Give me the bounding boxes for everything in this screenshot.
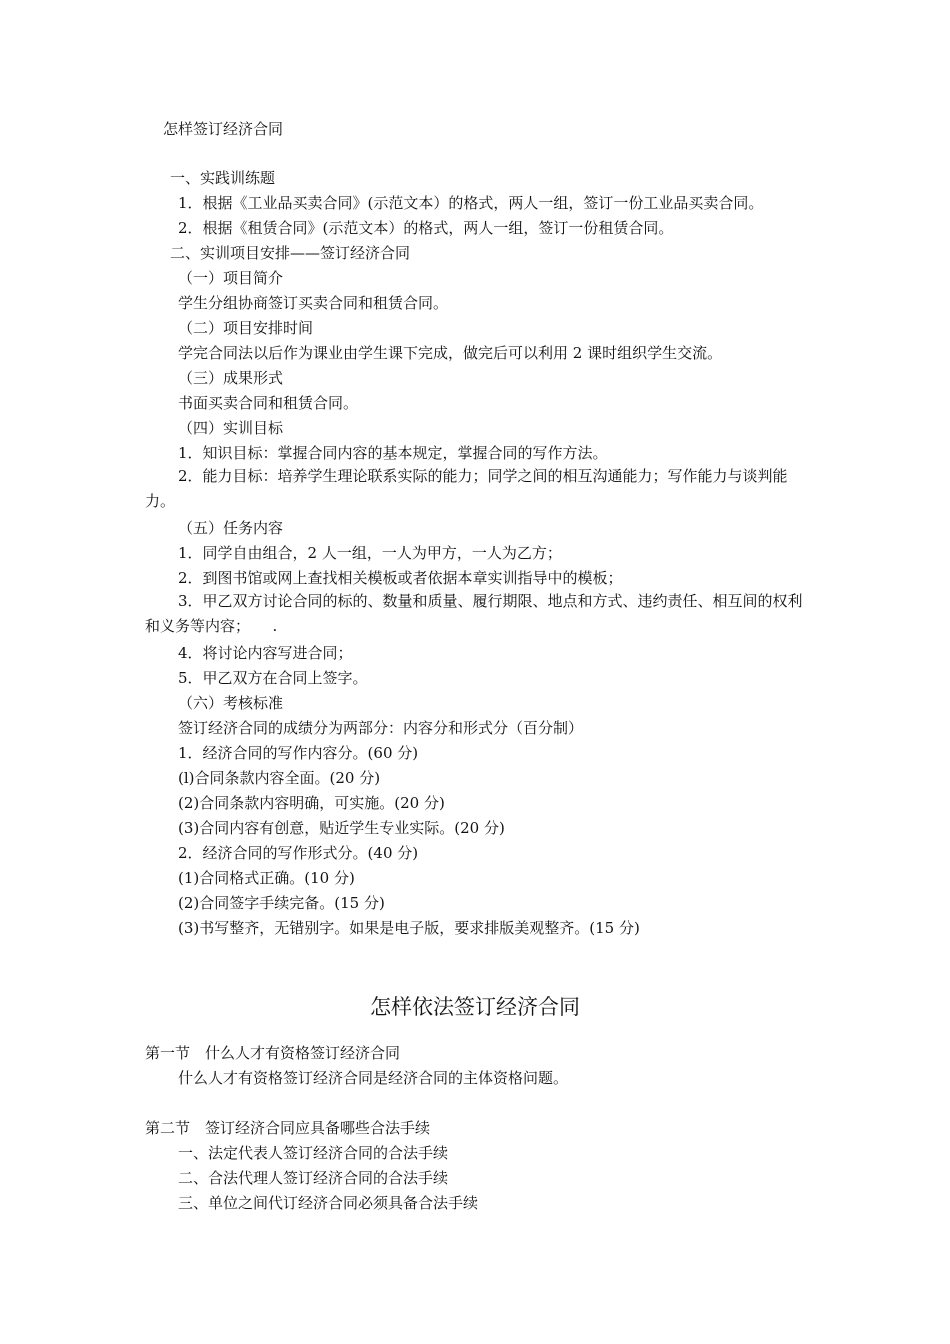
paragraph: (2)合同条款内容明确，可实施。(20 分) <box>178 794 445 812</box>
paragraph: 三、单位之间代订经济合同必须具备合法手续 <box>178 1194 479 1212</box>
section-heading: 二、实训项目安排——签订经济合同 <box>170 244 411 262</box>
paragraph: 学生分组协商签订买卖合同和租赁合同。 <box>178 294 449 312</box>
paragraph: 5．甲乙双方在合同上签字。 <box>178 669 368 687</box>
subsection-heading: （三）成果形式 <box>178 369 284 387</box>
paragraph: (l)合同条款内容全面。(20 分) <box>178 769 381 787</box>
subsection-heading: （一）项目简介 <box>178 269 284 287</box>
paragraph: 2．能力目标：培养学生理论联系实际的能力；同学之间的相互沟通能力；写作能力与谈判能力。 <box>145 467 788 510</box>
subsection-heading: （二）项目安排时间 <box>178 319 314 337</box>
paragraph: 3．甲乙双方讨论合同的标的、数量和质量、履行期限、地点和方式、违约责任、相互间的权利和义务等内容； . <box>145 592 803 635</box>
paragraph: (1)合同格式正确。(10 分) <box>178 869 355 887</box>
paragraph: 2．经济合同的写作形式分。(40 分) <box>178 844 419 862</box>
doc-title-2: 怎样依法签订经济合同 <box>370 995 580 1019</box>
chapter-section-heading: 第一节 什么人才有资格签订经济合同 <box>145 1044 401 1062</box>
paragraph: 2．到图书馆或网上查找相关模板或者依据本章实训指导中的模板； <box>178 569 623 587</box>
subsection-heading: （六）考核标准 <box>178 694 284 712</box>
paragraph: 一、法定代表人签订经济合同的合法手续 <box>178 1144 449 1162</box>
paragraph: (3)合同内容有创意，贴近学生专业实际。(20 分) <box>178 819 505 837</box>
paragraph: (2)合同签字手续完备。(15 分) <box>178 894 385 912</box>
subsection-heading: （四）实训目标 <box>178 419 284 437</box>
subsection-heading: （五）任务内容 <box>178 519 284 537</box>
section-heading: 一、实践训练题 <box>170 169 276 187</box>
doc-title-1: 怎样签订经济合同 <box>163 120 284 138</box>
paragraph: 1．根据《工业品买卖合同》(示范文本）的格式，两人一组，签订一份工业品买卖合同。 <box>178 194 764 212</box>
paragraph: 学完合同法以后作为课业由学生课下完成，做完后可以利用 2 课时组织学生交流。 <box>178 344 723 362</box>
paragraph: 1．经济合同的写作内容分。(60 分) <box>178 744 419 762</box>
paragraph: 二、合法代理人签订经济合同的合法手续 <box>178 1169 449 1187</box>
paragraph: 4．将讨论内容写进合同； <box>178 644 353 662</box>
paragraph: 1．同学自由组合，2 人一组，一人为甲方，一人为乙方； <box>178 544 562 562</box>
paragraph: (3)书写整齐，无错别字。如果是电子版，要求排版美观整齐。(15 分) <box>178 919 640 937</box>
paragraph: 什么人才有资格签订经济合同是经济合同的主体资格问题。 <box>178 1069 569 1087</box>
chapter-section-heading: 第二节 签订经济合同应具备哪些合法手续 <box>145 1119 431 1137</box>
paragraph: 1．知识目标：掌握合同内容的基本规定，掌握合同的写作方法。 <box>178 444 608 462</box>
paragraph: 签订经济合同的成绩分为两部分：内容分和形式分（百分制） <box>178 719 584 737</box>
paragraph: 书面买卖合同和租赁合同。 <box>178 394 359 412</box>
paragraph: 2．根据《租赁合同》(示范文本）的格式，两人一组，签订一份租赁合同。 <box>178 219 674 237</box>
